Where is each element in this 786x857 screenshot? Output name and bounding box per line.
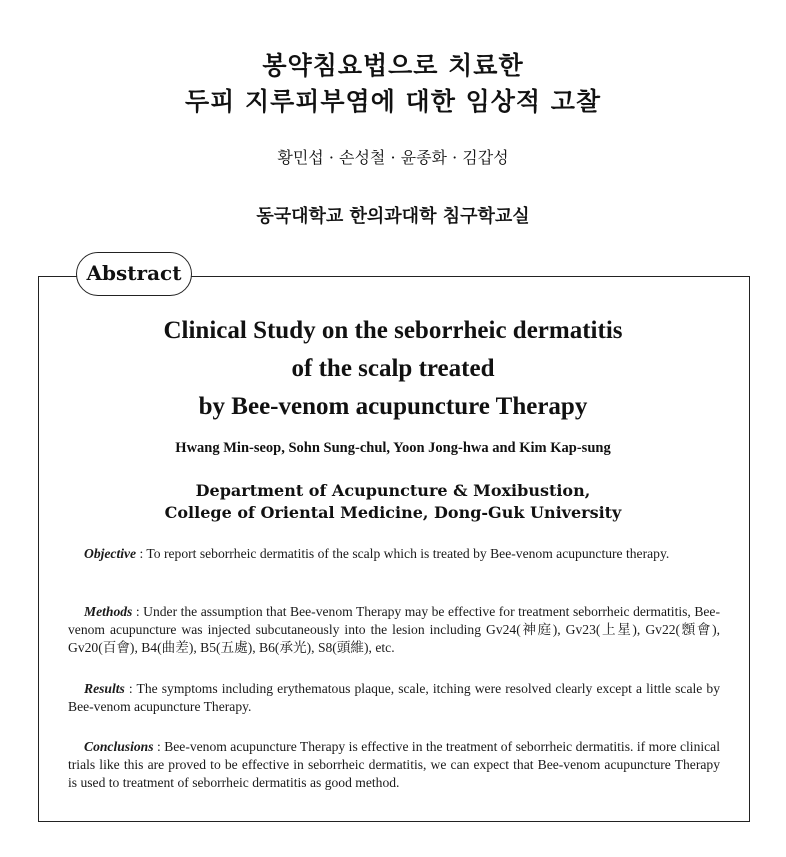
english-affiliation: [0, 480, 786, 524]
methods-text: : Under the assumption that Bee-venom Therapy may be effective for treatment seborrheic dermatitis, Bee-venom acupuncture was injected subcutaneously into the lesion including Gv24(神庭), Gv23(上星), Gv22(顖會), Gv20(百會), B4(曲差), B5(五處), B6(承光), S8(頭維), etc.: [68, 604, 720, 655]
korean-title-line-2: 두피 지루피부염에 대한 임상적 고찰: [184, 87, 602, 116]
korean-title-line-1: 봉약침요법으로 치료한: [262, 51, 524, 80]
methods-paragraph: [68, 603, 720, 657]
korean-title: [0, 48, 786, 120]
korean-affiliation: 동국대학교 한의과대학 침구학교실: [256, 206, 530, 227]
results-text: : The symptoms including erythematous plaque, scale, itching were resolved clearly except a little scale by Bee-venom acupuncture Therapy.: [68, 681, 720, 714]
college-line: College of Oriental Medicine, Dong-Guk University: [164, 503, 622, 522]
conclusions-heading: Conclusions: [84, 739, 154, 754]
abstract-tab-label: Abstract: [76, 252, 192, 296]
objective-paragraph: [68, 545, 720, 563]
results-paragraph: [68, 680, 720, 716]
english-title-line-3: by Bee-venom acupuncture Therapy: [198, 393, 588, 420]
korean-authors: 황민섭 · 손성철 · 윤종화 · 김갑성: [277, 148, 509, 167]
objective-heading: Objective: [84, 546, 137, 561]
methods-heading: Methods: [84, 604, 133, 619]
english-title: [0, 312, 786, 426]
english-title-line-2: of the scalp treated: [291, 355, 495, 382]
conclusions-text: : Bee-venom acupuncture Therapy is effective in the treatment of seborrheic dermatitis. if more clinical trials like this are proved to be effective in seborrheic dermatitis, we can expect that Bee-venom acupuncture Therapy is used to treatment of seborrheic dermatitis as good method.: [68, 739, 720, 790]
results-heading: Results: [84, 681, 125, 696]
department-line: Department of Acupuncture & Moxibustion,: [195, 481, 591, 500]
objective-text: : To report seborrheic dermatitis of the scalp which is treated by Bee-venom acupuncture therapy.: [136, 546, 670, 561]
english-authors: Hwang Min-seop, Sohn Sung-chul, Yoon Jong-hwa and Kim Kap-sung: [175, 440, 611, 456]
english-title-line-1: Clinical Study on the seborrheic dermatitis: [163, 317, 623, 344]
conclusions-paragraph: [68, 738, 720, 792]
